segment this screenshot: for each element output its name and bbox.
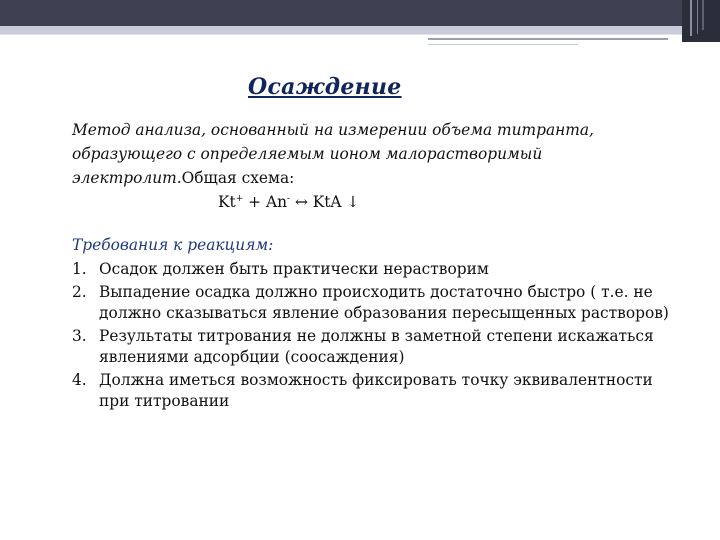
list-item (72, 370, 682, 412)
requirements-heading (72, 236, 273, 254)
list-item-number: 2. (72, 283, 87, 301)
scheme-label: Общая схема: (181, 169, 295, 187)
corner-decoration (682, 0, 720, 42)
definition-text: Метод анализа, основанный на измерении объема титранта, образующего с определяемым ионом малорастворимый электролит. (72, 121, 594, 187)
list-item (72, 259, 682, 280)
formula-arrow: ↔ (294, 193, 308, 211)
reaction-formula (72, 190, 672, 214)
formula-plus: + (248, 193, 262, 211)
requirements-heading-text: Требования к реакциям (72, 236, 269, 254)
accent-line-short (428, 44, 578, 45)
list-item-number: 3. (72, 327, 87, 345)
list-item-text: Выпадение осадка должно происходить достаточно быстро ( т.е. не должно сказываться явление образования пересыщенных растворов) (99, 283, 669, 322)
formula-product: KtA ↓ (312, 193, 360, 211)
corner-stripe (690, 0, 692, 36)
list-item (72, 282, 682, 324)
list-item-number: 4. (72, 371, 87, 389)
list-item-text: Должна иметься возможность фиксировать точку эквивалентности при титровании (99, 371, 653, 410)
requirements-list (72, 259, 682, 414)
corner-stripe (702, 0, 704, 30)
list-item-text: Результаты титрования не должны в заметной степени искажаться явлениями адсорбции (соосаждения) (99, 327, 654, 366)
requirements-heading-colon: : (268, 236, 274, 254)
formula-cation: Kt (218, 193, 236, 211)
accent-line (428, 38, 668, 40)
header-stripe (0, 26, 720, 34)
slide-title: Осаждение (248, 74, 402, 100)
header-band (0, 0, 720, 26)
formula-anion-charge: - (286, 194, 291, 204)
header-divider (0, 34, 720, 35)
list-item-text: Осадок должен быть практически нерастворим (99, 260, 489, 278)
formula-anion: An (265, 193, 287, 211)
list-item (72, 326, 682, 368)
corner-stripe (697, 0, 698, 34)
definition-block (72, 118, 672, 214)
formula-cation-charge: + (235, 194, 244, 204)
list-item-number: 1. (72, 260, 87, 278)
